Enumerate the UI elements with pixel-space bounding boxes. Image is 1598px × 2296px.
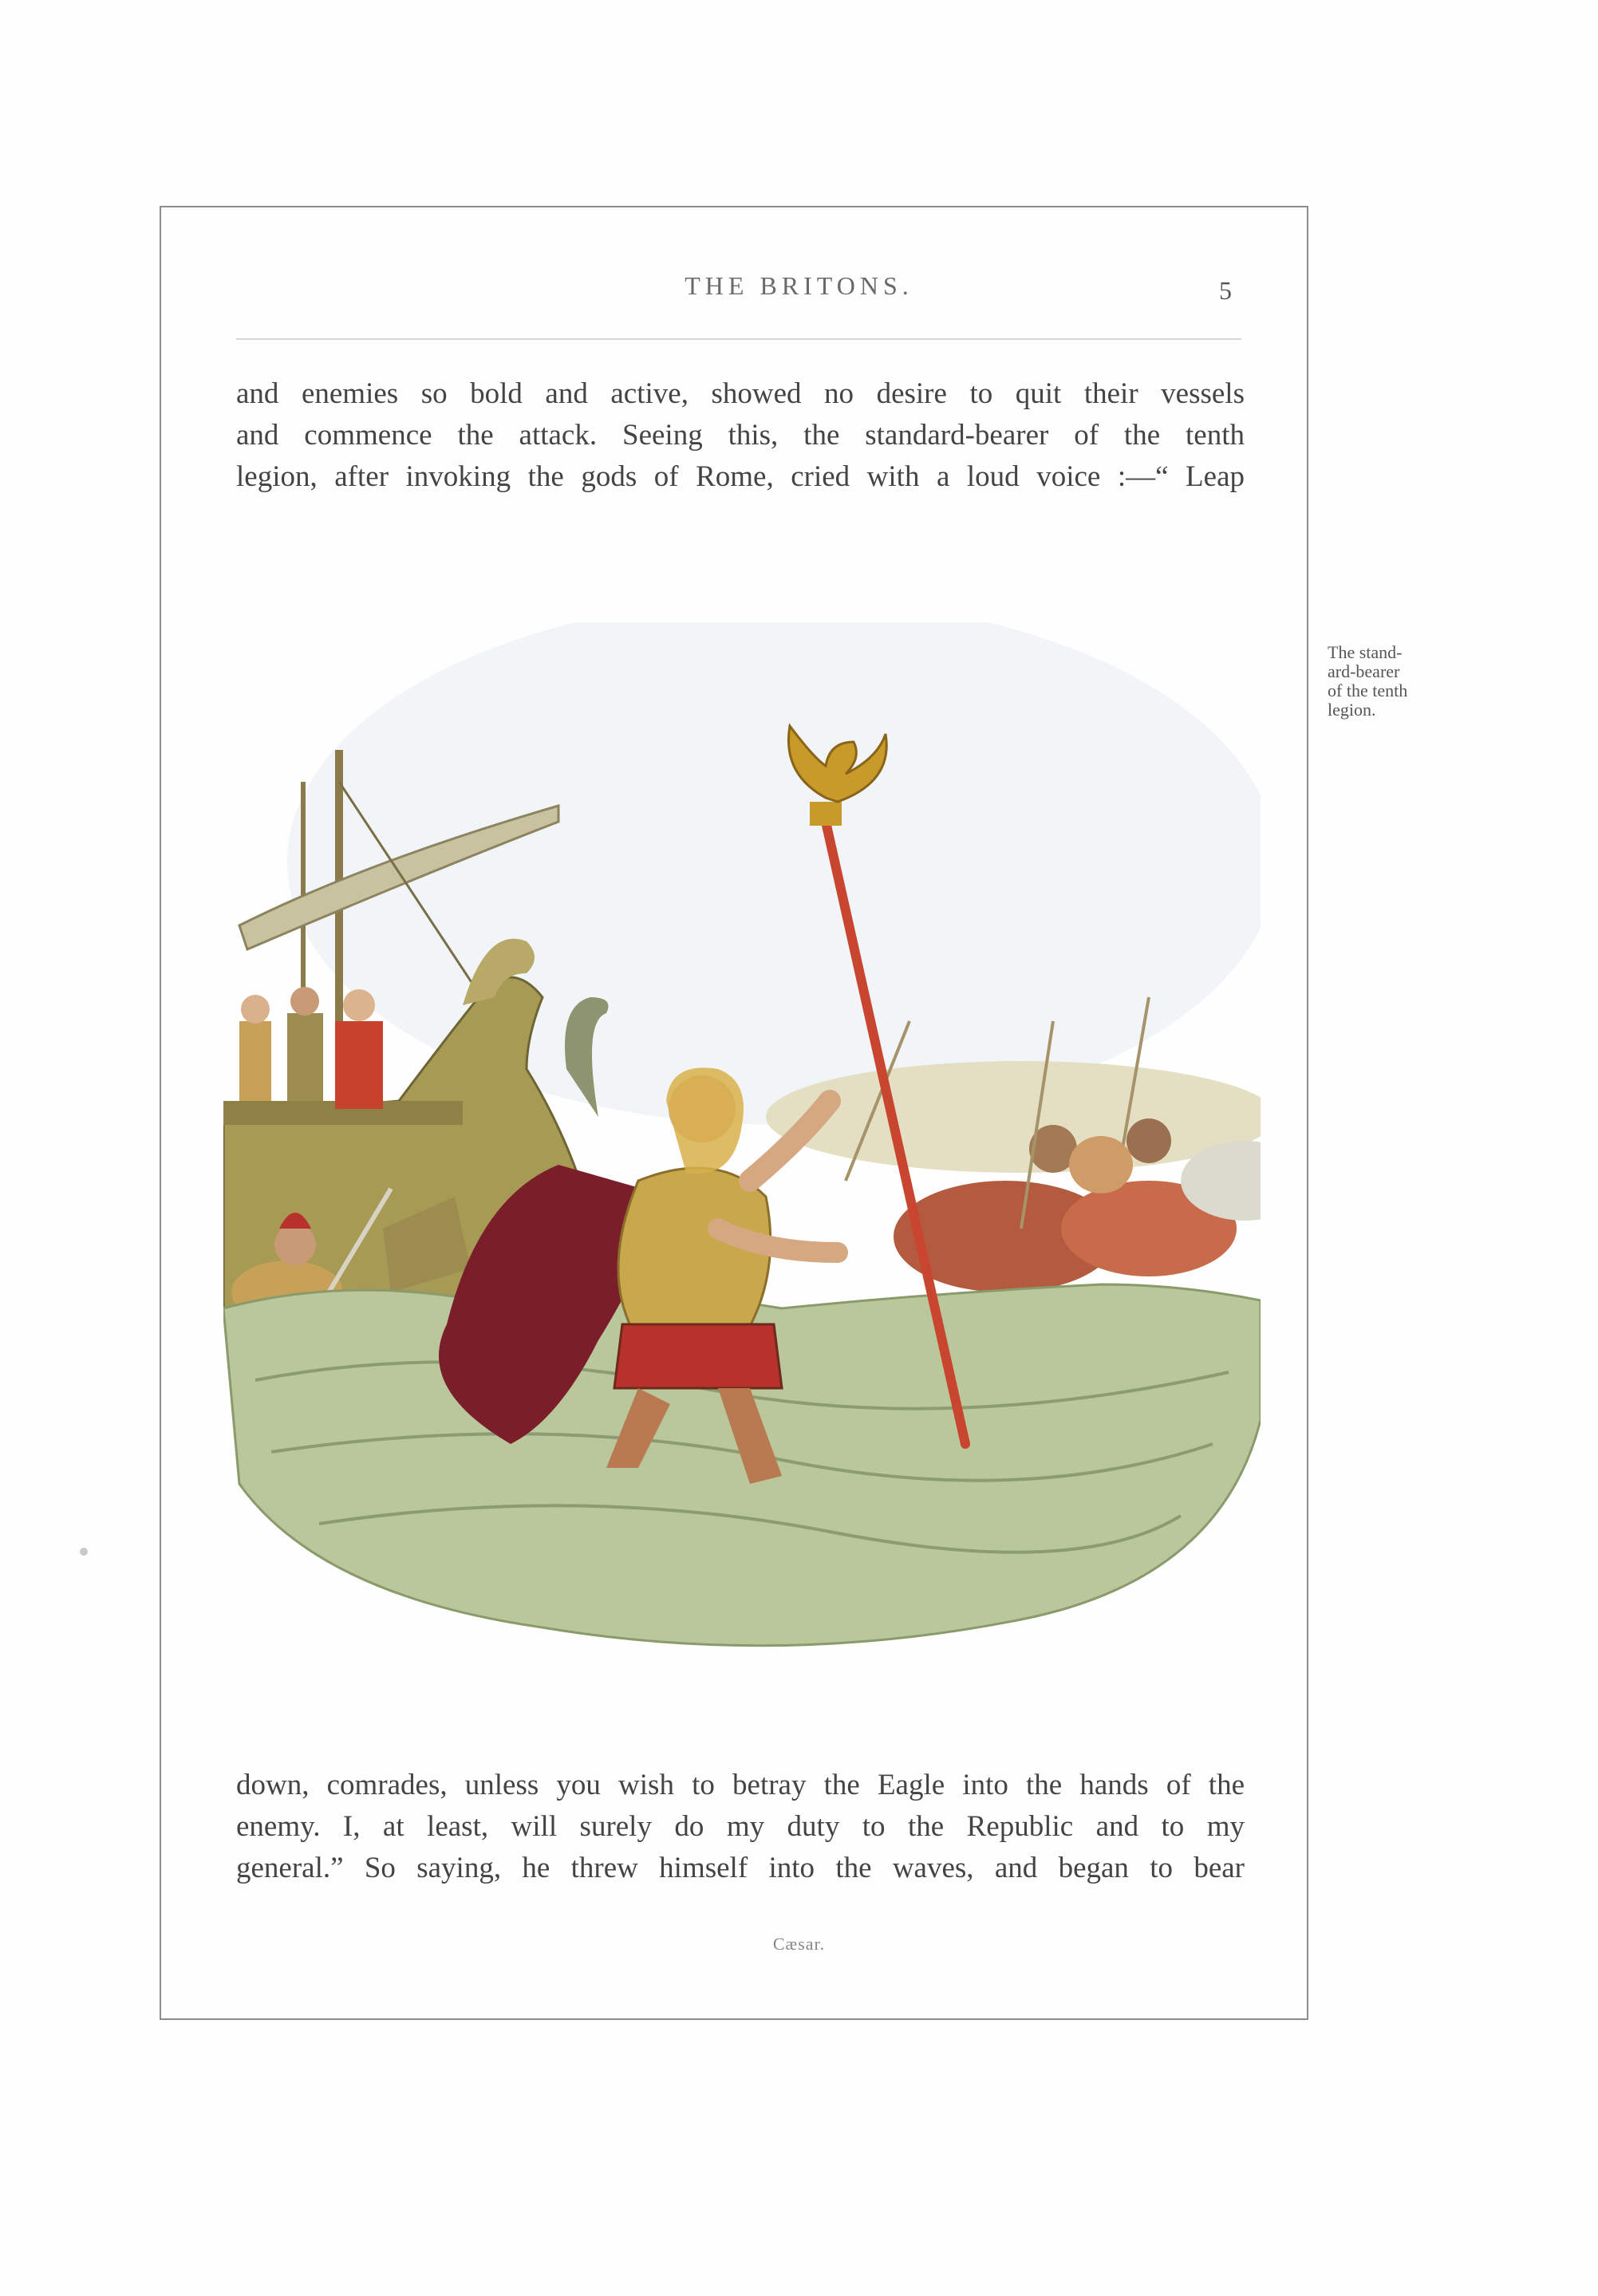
text-line: enemy. I, at least, will surely do my duty to the Republic and to my [236, 1810, 1245, 1843]
illustration [223, 622, 1261, 1683]
running-head: THE BRITONS. [685, 271, 913, 300]
marginal-note-line: ard-bearer [1328, 661, 1400, 681]
text-line: general.” So saying, he threw himself into the waves, and began to bear [236, 1852, 1245, 1884]
kilt [614, 1324, 782, 1388]
marginal-note [1328, 643, 1447, 720]
page-number: 5 [1219, 276, 1232, 305]
marginal-note-line: of the tenth [1328, 681, 1408, 700]
text-line: and enemies so bold and active, showed no desire to quit their vessels [236, 377, 1245, 410]
soldiers-on-ship [239, 987, 383, 1109]
body-text-top [236, 373, 1245, 498]
text-line: and commence the attack. Seeing this, the standard-bearer of the tenth [236, 419, 1245, 452]
margin-spot [80, 1548, 88, 1556]
standard-collar [810, 802, 842, 826]
body-text-bottom [236, 1765, 1245, 1889]
marginal-note-line: legion. [1328, 700, 1376, 720]
hair [666, 1067, 744, 1174]
text-line: legion, after invoking the gods of Rome, cried with a loud voice :—“ Leap [236, 460, 1245, 493]
text-line: down, comrades, unless you wish to betray the Eagle into the hands of the [236, 1769, 1245, 1801]
sky-wash [287, 622, 1261, 1125]
marginal-note-line: The stand- [1328, 642, 1403, 662]
distant-hills [766, 1061, 1261, 1173]
header-rule [236, 338, 1241, 340]
illustration-caption: Cæsar. [772, 1934, 826, 1954]
tunic [618, 1168, 771, 1340]
